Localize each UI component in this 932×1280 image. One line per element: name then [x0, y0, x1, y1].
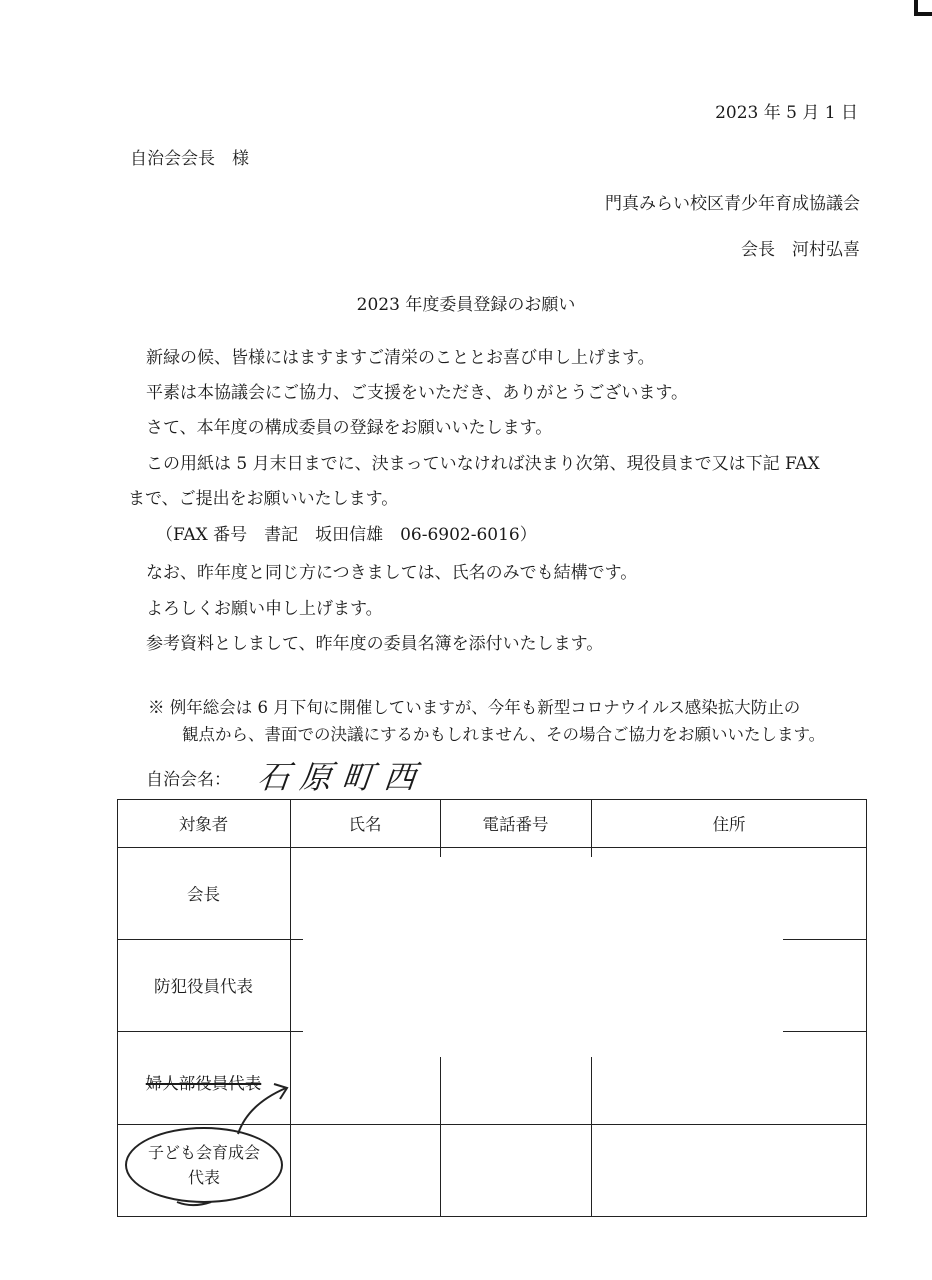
row-role-womens-division: 婦人部役員代表	[145, 1074, 262, 1093]
circled-role-children-assoc	[125, 1127, 283, 1203]
header-address: 住所	[712, 815, 746, 834]
sender-organization: 門真みらい校区青少年育成協議会	[605, 194, 860, 214]
circled-role-line-1: 子ども会育成会	[147, 1143, 260, 1162]
header-name: 氏名	[348, 815, 382, 834]
circle-tail-stroke	[175, 1196, 215, 1210]
header-phone: 電話番号	[482, 815, 549, 834]
row-role-crime-prevention: 防犯役員代表	[154, 977, 253, 996]
body-line-7: よろしくお願い申し上げます。	[146, 599, 383, 619]
body-line-2: 平素は本協議会にご協力、ご支援をいただき、ありがとうございます。	[146, 383, 688, 403]
document-date: 2023 年 5 月 1 日	[715, 103, 858, 123]
association-handwritten-name: 石原町西	[255, 758, 428, 796]
association-label: 自治会名：	[146, 770, 231, 790]
body-line-1: 新緑の候、皆様にはますますご清栄のこととお喜び申し上げます。	[146, 348, 655, 368]
redaction-block	[303, 857, 783, 1057]
body-line-4: この用紙は 5 月末日までに、決まっていなければ決まり次第、現役員まで又は下記 FAX	[146, 454, 820, 474]
note-line-2: 観点から、書面での決議にするかもしれません、その場合ご協力をお願いいたします。	[182, 725, 826, 744]
body-line-8: 参考資料としまして、昨年度の委員名簿を添付いたします。	[146, 634, 604, 654]
addressee: 自治会会長 様	[130, 149, 249, 169]
handwritten-arrow-icon	[230, 1078, 300, 1138]
body-line-5: まで、ご提出をお願いいたします。	[128, 489, 399, 509]
sender-chair: 会長 河村弘喜	[741, 240, 860, 260]
document-title: 2023 年度委員登録のお願い	[356, 295, 576, 315]
table-col-divider	[290, 799, 291, 1217]
row-role-chairman: 会長	[187, 885, 220, 904]
fax-line: （FAX 番号 書記 坂田信雄 06-6902-6016）	[156, 525, 537, 545]
header-target: 対象者	[178, 815, 229, 834]
circled-role-line-2: 代表	[187, 1168, 220, 1187]
note-line-1: ※ 例年総会は 6 月下旬に開催していますが、今年も新型コロナウイルス感染拡大防止の	[148, 698, 801, 717]
body-line-3: さて、本年度の構成委員の登録をお願いいたします。	[146, 418, 553, 438]
scan-edge-mark	[910, 0, 932, 26]
body-line-6: なお、昨年度と同じ方につきましては、氏名のみでも結構です。	[146, 563, 638, 583]
